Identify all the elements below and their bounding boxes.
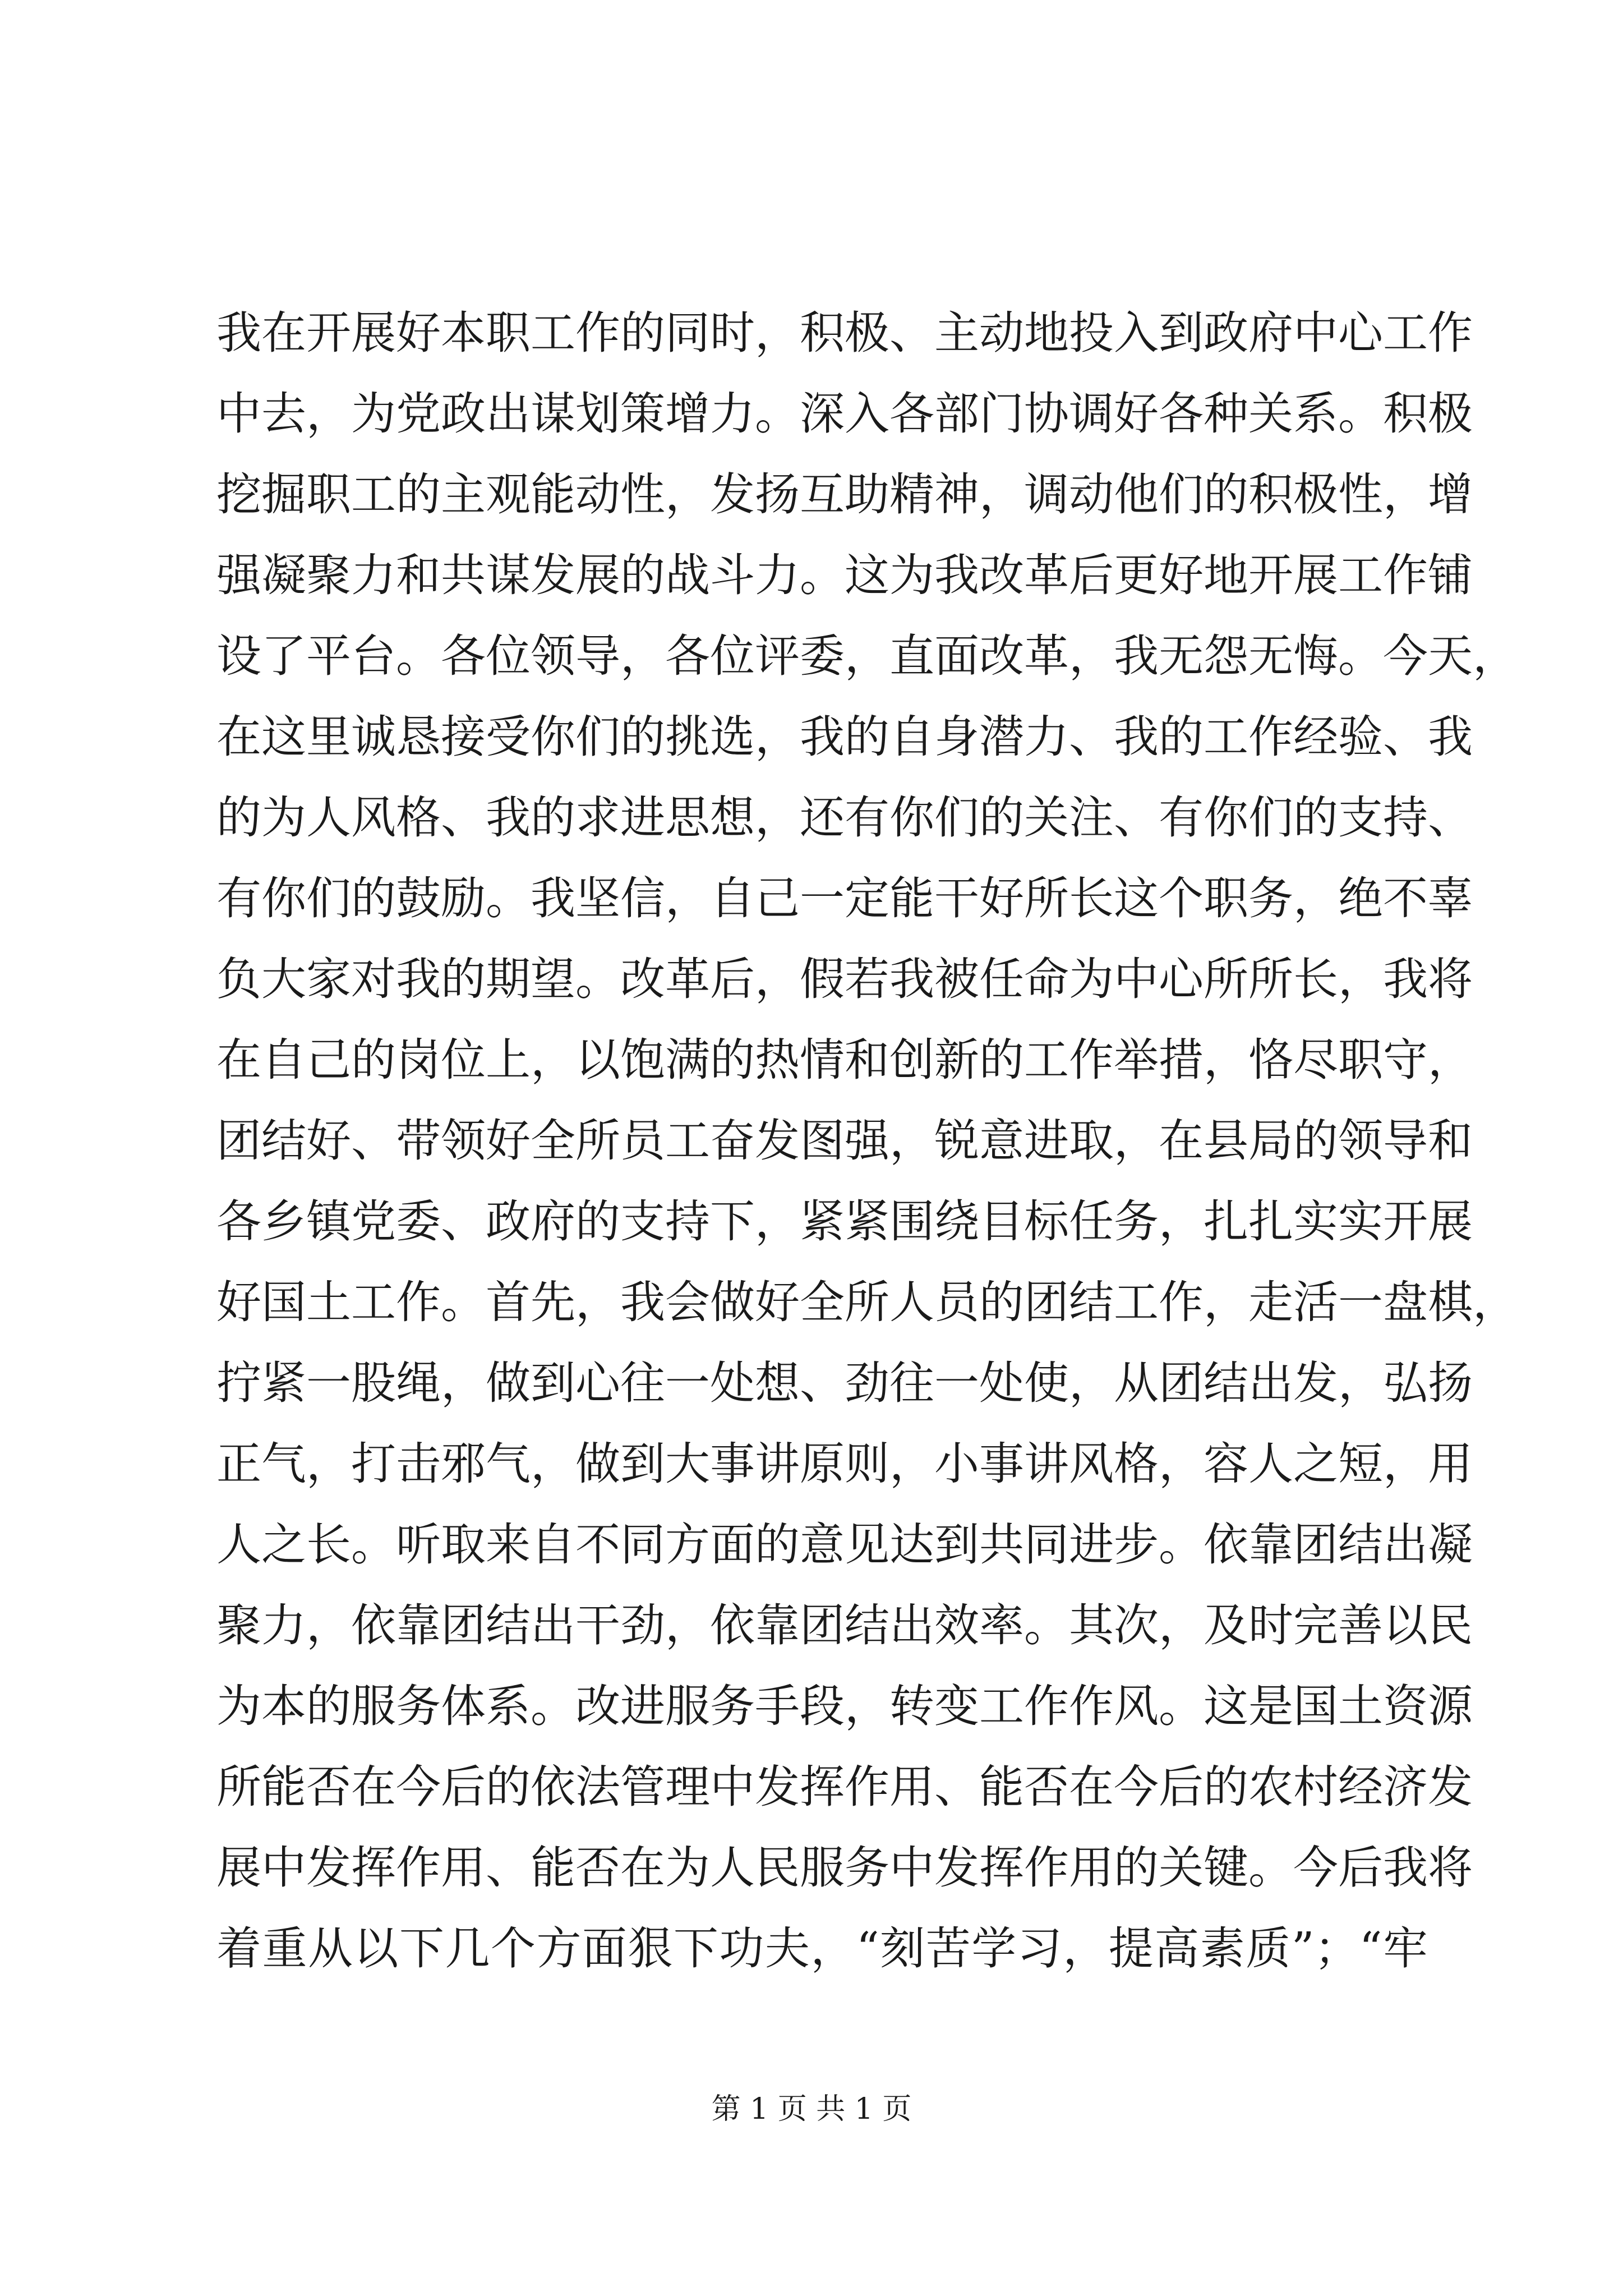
text-line: 中去，为党政出谋划策增力。深入各部门协调好各种关系。积极: [216, 388, 1473, 440]
text-line: 人之长。听取来自不同方面的意见达到共同进步。依靠团结出凝: [216, 1519, 1473, 1571]
text-line: 设了平台。各位领导，各位评委，直面改革，我无怨无悔。今天，: [216, 630, 1518, 682]
text-line: 负大家对我的期望。改革后，假若我被任命为中心所所长，我将: [216, 953, 1473, 1005]
text-line: 所能否在今后的依法管理中发挥作用、能否在今后的农村经济发: [216, 1761, 1473, 1813]
text-line: 在这里诚恳接受你们的挑选，我的自身潜力、我的工作经验、我: [216, 711, 1473, 763]
text-line: 强凝聚力和共谋发展的战斗力。这为我改革后更好地开展工作铺: [216, 549, 1473, 601]
text-line: 在自己的岗位上，以饱满的热情和创新的工作举措，恪尽职守，: [216, 1034, 1473, 1086]
text-line: 好国土工作。首先，我会做好全所人员的团结工作，走活一盘棋，: [216, 1276, 1518, 1328]
text-line: 正气，打击邪气，做到大事讲原则，小事讲风格，容人之短，用: [216, 1438, 1473, 1490]
body-text: [216, 293, 1518, 1989]
text-line: 各乡镇党委、政府的支持下，紧紧围绕目标任务，扎扎实实开展: [216, 1195, 1473, 1248]
text-line: 我在开展好本职工作的同时，积极、主动地投入到政府中心工作: [216, 307, 1473, 359]
text-line: 展中发挥作用、能否在为人民服务中发挥作用的关键。今后我将: [216, 1842, 1473, 1894]
text-line: 有你们的鼓励。我坚信，自己一定能干好所长这个职务，绝不辜: [216, 872, 1473, 924]
text-line: 团结好、带领好全所员工奋发图强，锐意进取，在县局的领导和: [216, 1115, 1473, 1167]
text-line: 聚力，依靠团结出干劲，依靠团结出效率。其次，及时完善以民: [216, 1599, 1473, 1651]
page-footer: 第 1 页 共 1 页: [711, 2092, 912, 2126]
text-line: 拧紧一股绳，做到心往一处想、劲往一处使，从团结出发，弘扬: [216, 1357, 1473, 1409]
text-line: 为本的服务体系。改进服务手段，转变工作作风。这是国土资源: [216, 1680, 1473, 1732]
text-line: 的为人风格、我的求进思想，还有你们的关注、有你们的支持、: [216, 792, 1473, 844]
text-line: 着重从以下几个方面狠下功夫，“刻苦学习，提高素质”；“牢: [216, 1922, 1428, 1975]
text-line: 挖掘职工的主观能动性，发扬互助精神，调动他们的积极性，增: [216, 468, 1473, 521]
